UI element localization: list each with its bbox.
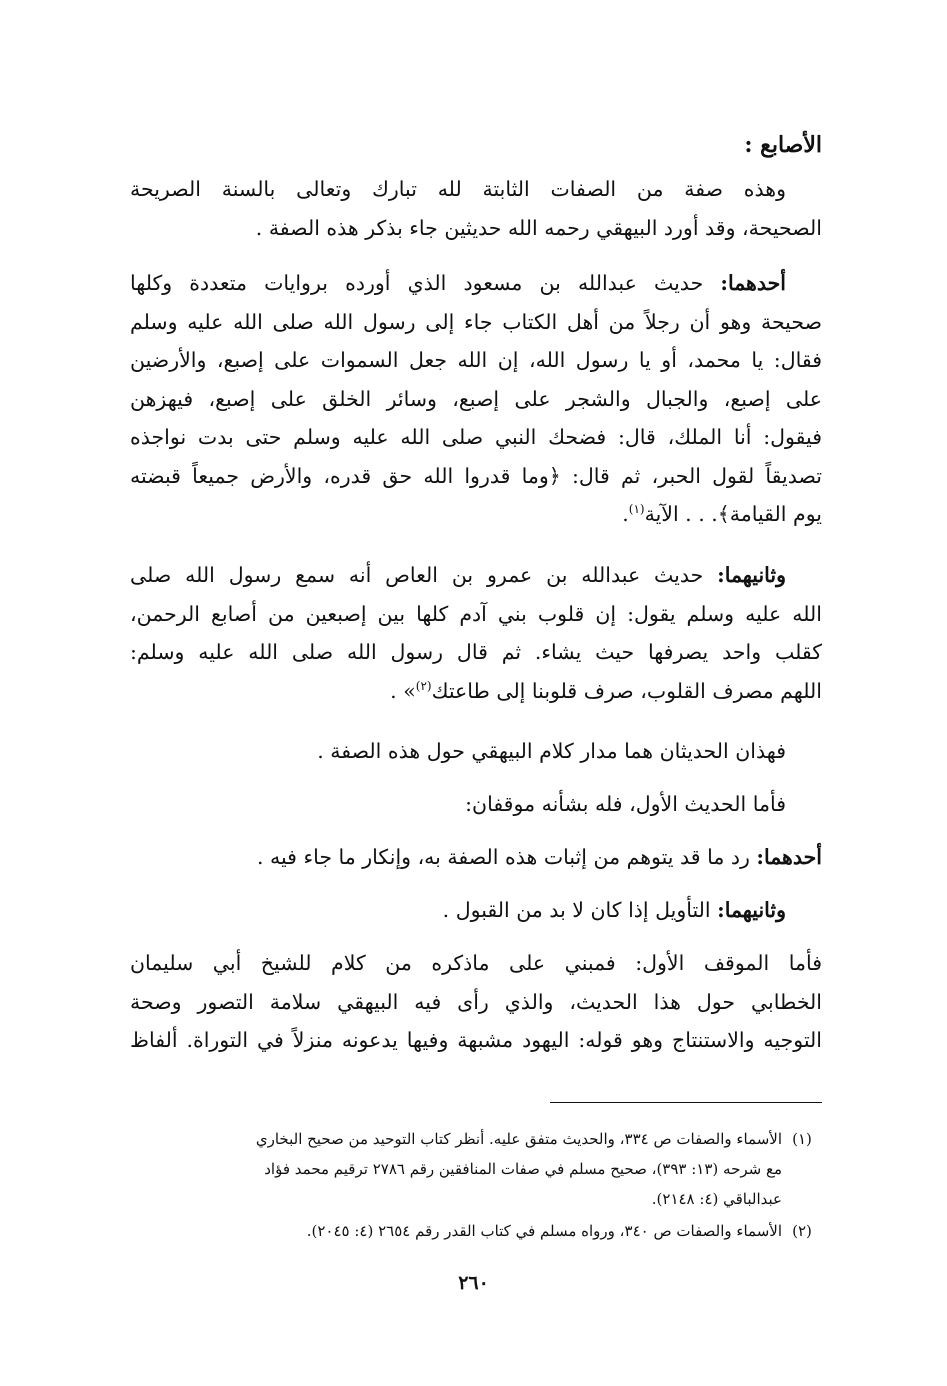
footnote-2-number: (٢) (792, 1222, 812, 1240)
footnote-1 (130, 1124, 822, 1214)
position-two-lead: وثانيهما: (717, 898, 786, 922)
intro-paragraph (130, 170, 822, 247)
first-hadith-text-1: حديث عبدالله بن مسعود الذي أورده بروايات متعددة وكلها (130, 271, 721, 295)
two-positions-line: فأما الحديث الأول، فله بشأنه موقفان: (465, 792, 786, 816)
first-position-line-2: الخطابي حول هذا الحديث، والذي رأى فيه البيهقي سلامة التصور وصحة (130, 989, 822, 1014)
footnote-2-line-1 (130, 1216, 822, 1246)
first-position-paragraph (130, 944, 822, 1060)
footnote-divider (550, 1102, 822, 1103)
second-hadith-text-4: اللهم مصرف القلوب، صرف قلوبنا إلى طاعتك (431, 678, 822, 703)
second-hadith-paragraph (130, 556, 822, 710)
first-hadith-end: . (622, 502, 629, 526)
first-hadith-line-1 (130, 264, 822, 303)
position-one-paragraph (130, 838, 822, 877)
section-heading: الأصابع : (744, 132, 822, 158)
first-hadith-line-5: فيقول: أنا الملك، قال: فضحك النبي صلى الله عليه وسلم حتى بدت نواجذه (130, 425, 822, 449)
footnote-2-text-1: الأسماء والصفات ص ٣٤٠، ورواه مسلم في كتاب القدر رقم ٢٦٥٤ (٤: ٢٠٤٥). (306, 1222, 782, 1240)
first-hadith-line-3: فقال: يا محمد، أو يا رسول الله، إن الله جعل السموات على إصبع، والأرضين (130, 348, 822, 372)
second-hadith-line-2: الله عليه وسلم يقول: إن قلوب بني آدم كلها بين إصبعين من أصابع الرحمن، (130, 601, 822, 626)
summary-paragraph (130, 732, 822, 771)
position-one-text: رد ما قد يتوهم من إثبات هذه الصفة به، وإنكار ما جاء فيه . (256, 845, 757, 869)
footnote-1-line-1 (130, 1124, 822, 1154)
second-hadith-end: » . (390, 678, 416, 703)
second-hadith-line-1 (130, 556, 822, 595)
second-hadith-line-3: كقلب واحد يصرفها حيث يشاء. ثم قال رسول الله صلى الله عليه وسلم: (130, 640, 822, 664)
footnote-1-text-1: الأسماء والصفات ص ٣٣٤، والحديث متفق عليه. أنظر كتاب التوحيد من صحيح البخاري (255, 1130, 782, 1148)
first-hadith-line-2: صحيحة وهو أن رجلاً من أهل الكتاب جاء إلى رسول الله صلى الله عليه وسلم (130, 309, 822, 334)
page-number: ٢٦٠ (458, 1272, 489, 1294)
first-hadith-line-4: على إصبع، والجبال والشجر على إصبع، وسائر الخلق على إصبع، فيهزهن (130, 386, 822, 411)
footnote-1-line-3: عبدالباقي (٤: ٢١٤٨). (651, 1190, 782, 1208)
summary-line: فهذان الحديثان هما مدار كلام البيهقي حول هذه الصفة . (317, 739, 786, 763)
second-hadith-line-4 (130, 672, 822, 711)
position-two-text: التأويل إذا كان لا بد من القبول . (442, 898, 718, 922)
footnote-ref-2[interactable]: (٢) (415, 678, 432, 693)
first-position-line-3: التوجيه والاستنتاج وهو قوله: اليهود مشبهة وفيها يدعونه منزلاً في التوراة. ألفاظ (130, 1028, 822, 1052)
position-one-line (130, 838, 822, 877)
two-positions-paragraph (130, 785, 822, 824)
position-two-line (130, 891, 822, 930)
footnote-2 (130, 1216, 822, 1246)
first-position-line-1: فأما الموقف الأول: فمبني على ماذكره من كلام للشيخ أبي سليمان (130, 951, 822, 975)
first-hadith-text-7: يوم القيامة﴾. . . الآية (644, 502, 822, 526)
second-hadith-text-1: حديث عبدالله بن عمرو بن العاص أنه سمع رسول الله صلى (130, 563, 718, 587)
position-one-lead: أحدهما: (756, 845, 822, 869)
intro-line-1: وهذه صفة من الصفات الثابتة لله تبارك وتعالى بالسنة الصريحة (130, 177, 786, 201)
footnote-1-line-2: مع شرحه (١٣: ٣٩٣)، صحيح مسلم في صفات المنافقين رقم ٢٧٨٦ ترقيم محمد فؤاد (264, 1160, 782, 1178)
intro-line-2: الصحيحة، وقد أورد البيهقي رحمه الله حديثين جاء بذكر هذه الصفة . (255, 215, 822, 240)
second-hadith-lead: وثانيهما: (717, 563, 786, 587)
first-hadith-paragraph (130, 264, 822, 534)
first-hadith-lead: أحدهما: (720, 271, 786, 295)
footnote-1-number: (١) (792, 1130, 812, 1148)
position-two-paragraph (130, 891, 822, 930)
footnote-ref-1[interactable]: (١) (628, 502, 645, 517)
first-hadith-line-6: تصديقاً لقول الحبر، ثم قال: ﴿وما قدروا الله حق قدره، والأرض جميعاً قبضته (130, 463, 822, 488)
first-hadith-line-7 (130, 495, 822, 534)
